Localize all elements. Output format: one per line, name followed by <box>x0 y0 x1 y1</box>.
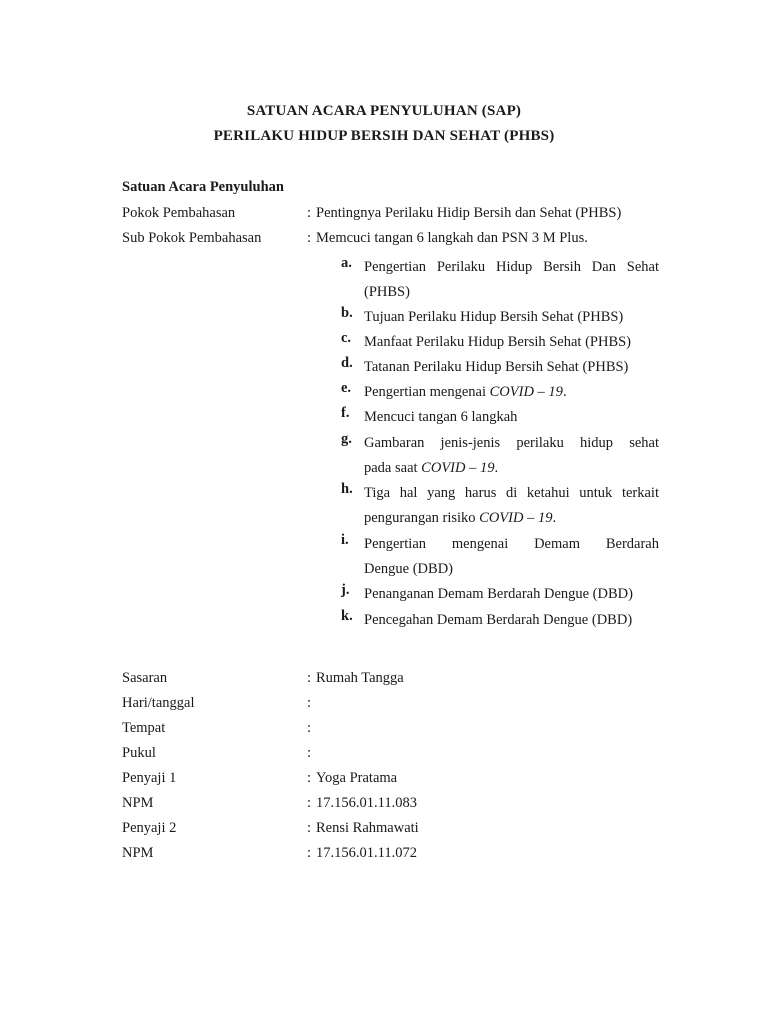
info-value: Yoga Pratama <box>316 770 398 786</box>
list-letter: a. <box>341 255 352 271</box>
list-letter: c. <box>341 330 352 346</box>
list-text: Mencuci tangan 6 langkah <box>364 409 518 425</box>
info-value: 17.156.01.11.083 <box>316 795 417 811</box>
list-letter: f. <box>341 405 350 421</box>
sub-pokok-pembahasan-label: Sub Pokok Pembahasan <box>122 230 262 246</box>
separator: : <box>307 205 312 221</box>
list-text: Pencegahan Demam Berdarah Dengue (DBD) <box>364 612 633 628</box>
separator: : <box>307 820 312 836</box>
pokok-pembahasan-value: Pentingnya Perilaku Hidip Bersih dan Sehat (PHBS) <box>316 205 622 221</box>
document-subtitle: PERILAKU HIDUP BERSIH DAN SEHAT (PHBS) <box>213 128 555 144</box>
list-letter: j. <box>341 582 350 598</box>
info-row-penyaji-2 <box>122 820 662 842</box>
info-label: NPM <box>122 845 154 861</box>
sub-pokok-pembahasan-row <box>122 230 662 252</box>
separator: : <box>307 670 312 686</box>
sub-pokok-pembahasan-value: Memcuci tangan 6 langkah dan PSN 3 M Plus. <box>316 230 588 246</box>
info-row-npm-1 <box>122 795 662 817</box>
info-row-pukul <box>122 745 662 767</box>
list-text: Pengertian Perilaku Hidup Bersih Dan Sehat (PHBS) <box>364 259 659 300</box>
document-title: SATUAN ACARA PENYULUHAN (SAP) <box>246 103 522 119</box>
list-letter: b. <box>341 305 353 321</box>
list-text: Manfaat Perilaku Hidup Bersih Sehat (PHBS) <box>364 334 632 350</box>
list-text: Gambaran jenis-jenis perilaku hidup sehat pada saat COVID – 19. <box>364 435 659 476</box>
separator: : <box>307 795 312 811</box>
list-text: Pengertian mengenai Demam Berdarah Dengue (DBD) <box>364 536 659 577</box>
info-label: Pukul <box>122 745 156 761</box>
list-text: Tatanan Perilaku Hidup Bersih Sehat (PHBS) <box>364 359 629 375</box>
separator: : <box>307 720 312 736</box>
info-value: Rensi Rahmawati <box>316 820 419 836</box>
info-label: Penyaji 2 <box>122 820 177 836</box>
separator: : <box>307 745 312 761</box>
separator: : <box>307 770 312 786</box>
info-row-penyaji-1 <box>122 770 662 792</box>
separator: : <box>307 230 312 246</box>
info-label: Sasaran <box>122 670 168 686</box>
list-letter: d. <box>341 355 353 371</box>
section-heading: Satuan Acara Penyuluhan <box>122 179 284 195</box>
pokok-pembahasan-row <box>122 205 662 227</box>
list-letter: g. <box>341 431 352 447</box>
list-letter: h. <box>341 481 353 497</box>
list-text: Penanganan Demam Berdarah Dengue (DBD) <box>364 586 633 602</box>
info-label: NPM <box>122 795 154 811</box>
info-row-sasaran <box>122 670 662 692</box>
info-label: Hari/tanggal <box>122 695 195 711</box>
list-text: Tujuan Perilaku Hidup Bersih Sehat (PHBS) <box>364 309 624 325</box>
list-text: Pengertian mengenai COVID – 19. <box>364 384 567 400</box>
info-label: Penyaji 1 <box>122 770 177 786</box>
info-value: 17.156.01.11.072 <box>316 845 417 861</box>
list-text: Tiga hal yang harus di ketahui untuk terkait pengurangan risiko COVID – 19. <box>364 485 659 526</box>
pokok-pembahasan-label: Pokok Pembahasan <box>122 205 236 221</box>
info-row-npm-2 <box>122 845 662 867</box>
info-row-tempat <box>122 720 662 742</box>
info-row-hari-tanggal <box>122 695 662 717</box>
list-letter: i. <box>341 532 349 548</box>
list-letter: e. <box>341 380 352 396</box>
list-letter: k. <box>341 608 353 624</box>
separator: : <box>307 695 312 711</box>
info-label: Tempat <box>122 720 166 736</box>
separator: : <box>307 845 312 861</box>
info-value: Rumah Tangga <box>316 670 404 686</box>
